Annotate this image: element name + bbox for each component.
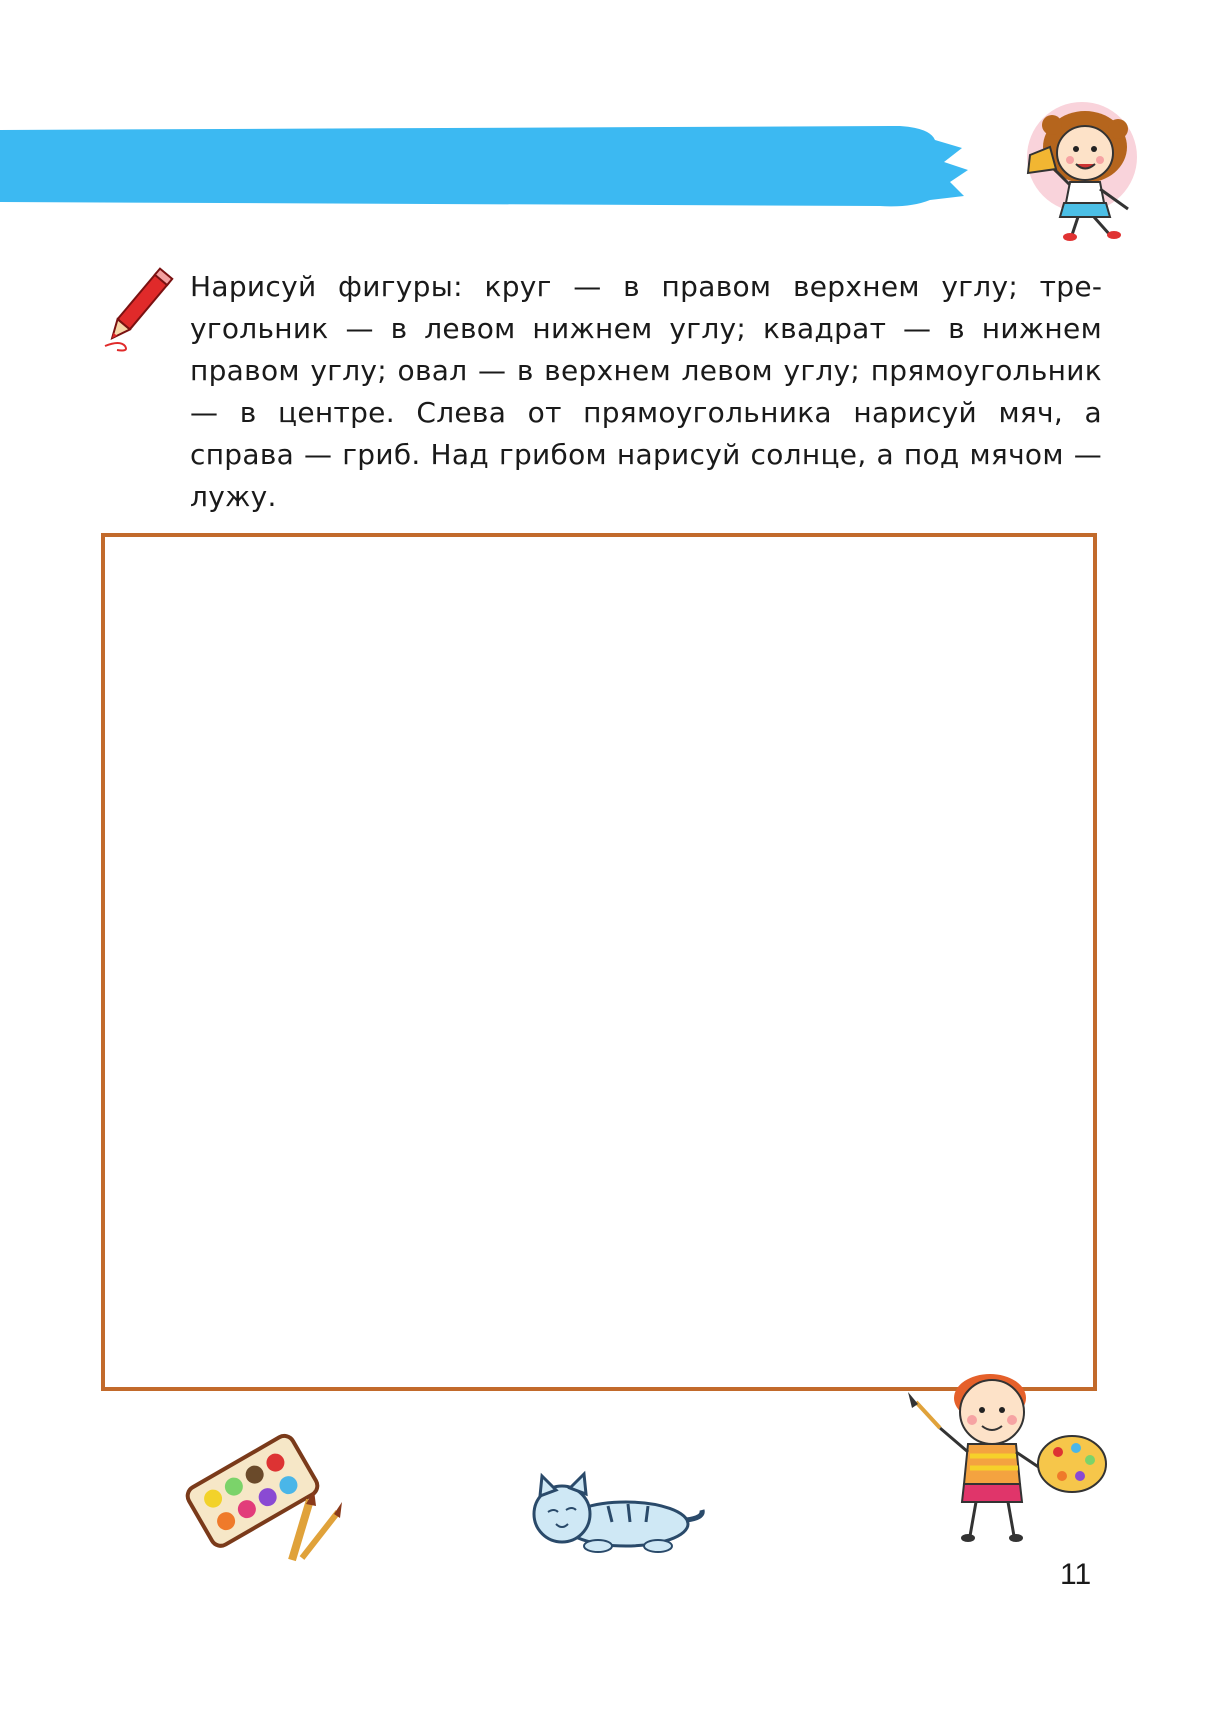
red-pencil-icon bbox=[95, 262, 185, 354]
page-number: 11 bbox=[1060, 1558, 1092, 1591]
boy-painter-icon bbox=[900, 1368, 1110, 1558]
blue-banner-stroke bbox=[0, 118, 990, 214]
girl-with-bell-icon bbox=[1000, 85, 1140, 245]
sleeping-cat-icon bbox=[518, 1470, 708, 1560]
paint-palette-icon bbox=[182, 1420, 347, 1565]
drawing-area[interactable] bbox=[101, 533, 1097, 1391]
task-instruction: Нарисуй фигуры: круг — в правом верхнем углу; треугольник — в левом нижнем углу; квадрат — в нижнем правом углу; овал — в верхнем левом углу; прямоугольник — в центре. Слева от прямоугольника нарисуй мяч, а справа — гриб. Над грибом нарисуй солнце, а под мячом — лужу. bbox=[190, 270, 1102, 513]
